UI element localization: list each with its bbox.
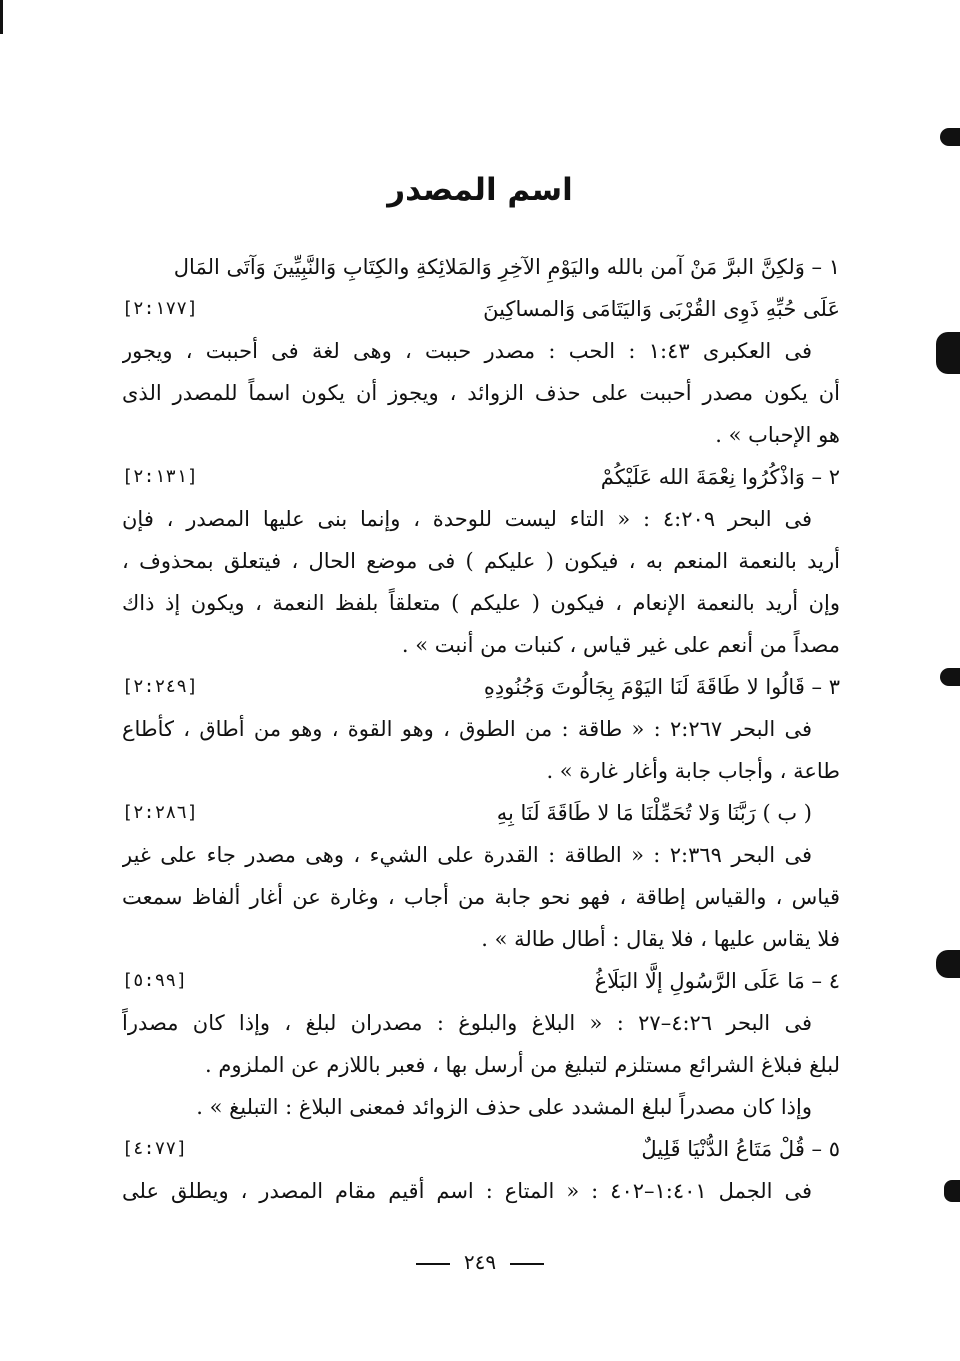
text-line: قياس ، والقياس إطاقة ، فهو نحو جابة من أجاب ، وغارة عن أغار ألفاظ سمعت	[122, 885, 840, 909]
scan-mark	[0, 0, 3, 34]
verse-line	[122, 1128, 840, 1170]
text-line: مصداً من أنعم على غير قياس ، كنبات من أنبت » .	[401, 633, 840, 657]
scan-mark	[940, 668, 960, 686]
scan-mark	[936, 332, 960, 374]
text-line: فى البحر ٢:٣٦٩ : « الطاقة : القدرة على الشيء ، وهى مصدر جاء على غير	[122, 843, 812, 867]
verse-reference: [٢:٢٤٩]	[122, 676, 198, 697]
dash-left	[510, 1263, 544, 1265]
text-line: أن يكون مصدر أحببت على حذف الزوائد ، ويجوز أن يكون اسماً للمصدر الذى	[122, 381, 840, 405]
dash-right	[416, 1263, 450, 1265]
body-text	[122, 246, 840, 1212]
text-line: لبلغ فبلاغ الشرائع مستلزم لتبليغ من أرسل بها ، فعبر باللازم عن الملزوم .	[205, 1053, 840, 1077]
verse-line	[122, 456, 840, 498]
verse-line	[122, 792, 840, 834]
verse-text: ٢ – وَاذْكُرُوا نِعْمَةَ الله عَلَيْكُمْ	[600, 465, 840, 489]
page-number-footer	[0, 1250, 960, 1274]
page-number: ٢٤٩	[463, 1250, 497, 1274]
text-line: فى الجمل ١:٤٠١–٤٠٢ : « المتاع : اسم أقيم مقام المصدر ، ويطلق على	[122, 1179, 812, 1203]
text-line: أريد بالنعمة المنعم به ، فيكون ( عليكم ) فى موضع الحال ، فيتعلق بمحذوف ،	[122, 549, 840, 573]
verse-reference: [٢:١٣١]	[122, 466, 198, 487]
verse-text: ٥ – قُلْ مَتَاعُ الدُّنْيَا قَلِيلٌ	[641, 1137, 840, 1161]
text-line: طاعة ، وأجاب جابة وأغار غارة » .	[546, 759, 840, 783]
scan-mark	[940, 128, 960, 146]
verse-line	[122, 288, 840, 330]
verse-line	[122, 246, 840, 288]
text-line: وإذا كان مصدراً لبلغ المشدد على حذف الزوائد فمعنى البلاغ : التبليغ » .	[196, 1095, 812, 1119]
verse-reference: [٢:٢٨٦]	[122, 802, 198, 823]
verse-text: ٤ – مَا عَلَى الرَّسُولِ إلَّا البَلَاغُ	[594, 969, 840, 993]
text-line: وإن أريد بالنعمة الإنعام ، فيكون ( عليكم ) متعلقاً بلفظ النعمة ، ويكون إذ ذاك	[122, 591, 840, 615]
verse-text: ٣ – قَالُوا لا طَاقَةَ لَنَا اليَوْمَ بِجَالُوتَ وَجُنُودِهِ	[483, 675, 840, 699]
page-title: اسم المصدر	[387, 172, 573, 208]
verse-line	[122, 960, 840, 1002]
text-line: فى العكبرى ١:٤٣ : الحب : مصدر حببت ، وهى لغة فى أحببت ، ويجور	[122, 339, 813, 363]
scan-mark	[936, 950, 960, 978]
verse-reference: [٢:١٧٧]	[122, 298, 198, 319]
verse-text: ( ب ) رَبَّنَا وَلا تُحَمِّلْنَا مَا لا طَاقَةَ لَنَا بِهِ	[496, 801, 812, 825]
text-line: فى البحر ٤:٢٠٩ : « التاء ليست للوحدة ، وإنما بنى عليها المصدر ، فإن	[122, 507, 812, 531]
text-line: فى البحر ٢:٢٦٧ : « طاقة : من الطوق ، وهو القوة ، وهو من أطاق ، كأطاع	[122, 717, 812, 741]
verse-text: عَلَى حُبِّهِ ذَوِى القُرْبَى وَاليَتَامَى وَالمساكِينَ	[483, 297, 840, 321]
verse-text: ١ – وَلكِنَّ البرَّ مَنْ آمن بالله واليَوْمِ الآخِرِ وَالمَلائِكةِ والكِتَابِ وَالنَّبِيِّينَ وَآتَى المَال	[173, 255, 840, 279]
text-line: فى البحر ٤:٢٦–٢٧ : « البلاغ والبلوغ : مصدران لبلغ ، وإذا كان مصدراً	[122, 1011, 812, 1035]
verse-reference: [٥:٩٩]	[122, 970, 188, 991]
text-line: هو الإحباب » .	[715, 423, 840, 447]
text-line: فلا يقاس عليها ، فلا يقال : أطال طالة » .	[481, 927, 840, 951]
verse-reference: [٤:٧٧]	[122, 1138, 188, 1159]
scan-mark	[944, 1180, 960, 1202]
verse-line	[122, 666, 840, 708]
